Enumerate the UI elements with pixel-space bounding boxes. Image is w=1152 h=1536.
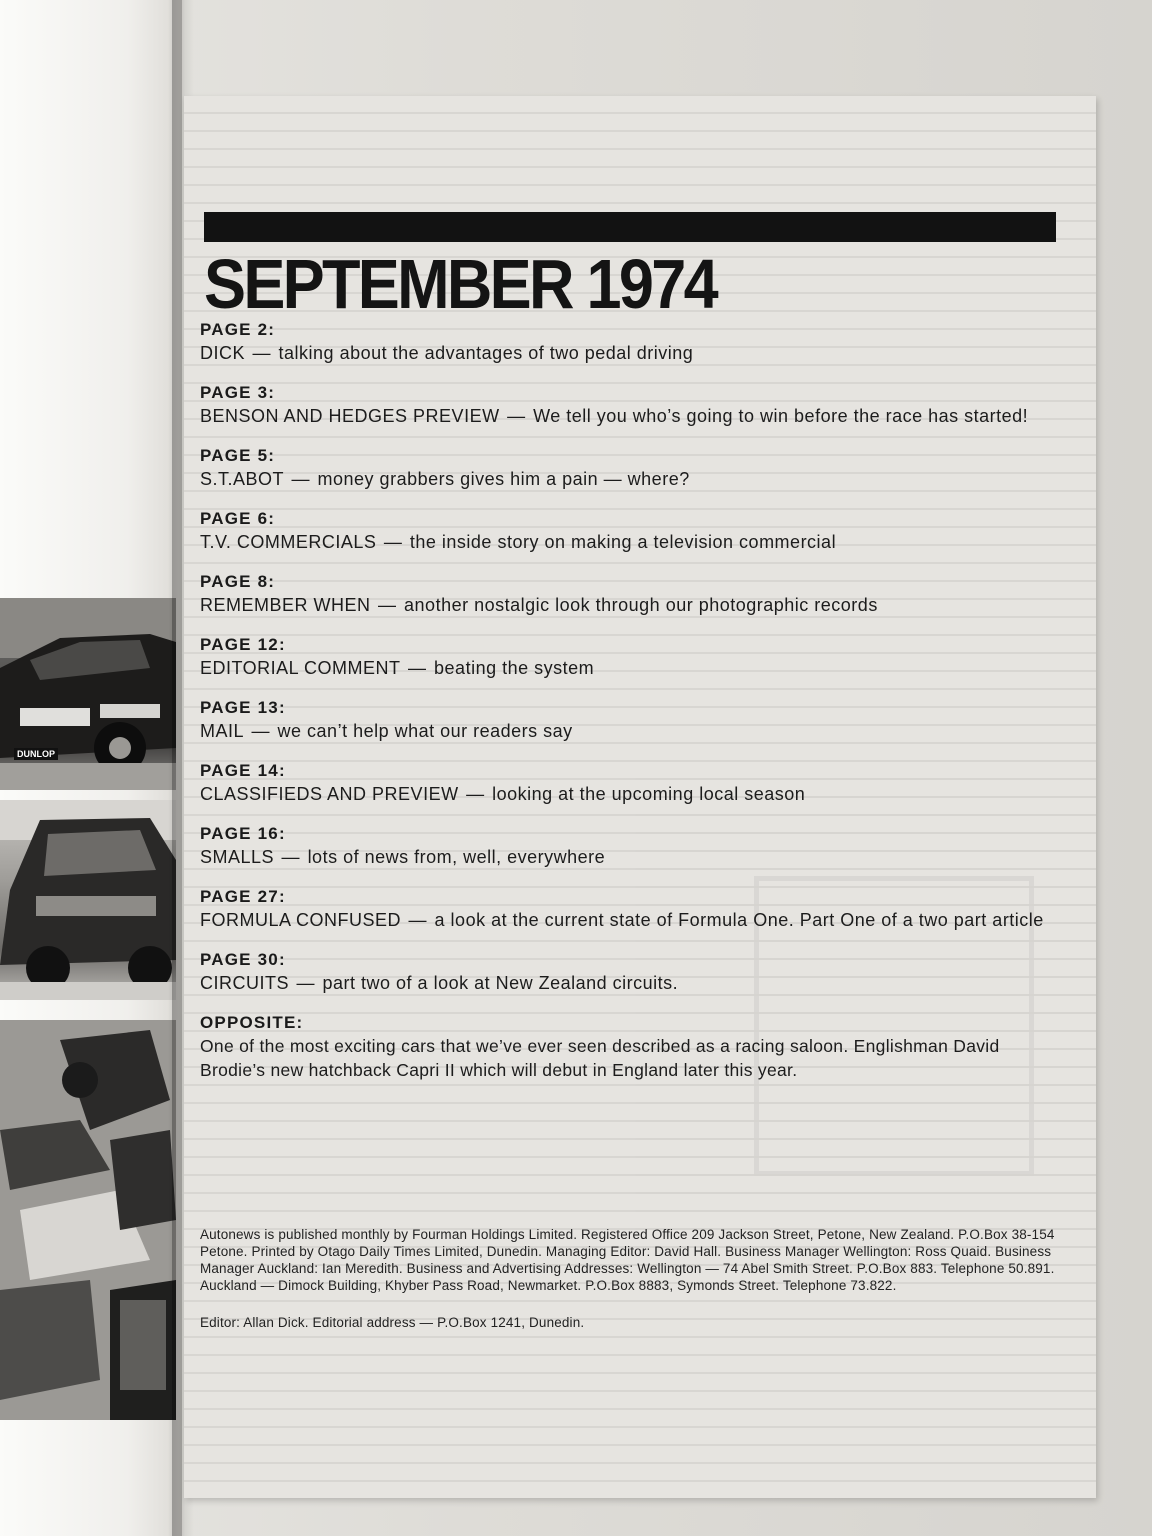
entry-page-number: PAGE 16: xyxy=(200,824,286,843)
imprint-footer xyxy=(200,1226,1064,1331)
contents-entry xyxy=(200,823,1060,869)
contents-page xyxy=(184,96,1096,1498)
entry-summary: we can’t help what our readers say xyxy=(277,721,573,741)
em-dash: — xyxy=(403,910,433,930)
entry-summary: looking at the upcoming local season xyxy=(492,784,806,804)
contents-entry xyxy=(200,634,1060,680)
entry-title: T.V. COMMERCIALS xyxy=(200,532,377,552)
car-parts-photo xyxy=(0,1020,176,1420)
entry-title: EDITORIAL COMMENT xyxy=(200,658,401,678)
entry-title: DICK xyxy=(200,343,246,363)
entry-title: BENSON AND HEDGES PREVIEW xyxy=(200,406,500,426)
entry-description xyxy=(200,467,1060,491)
contents-entry xyxy=(200,382,1060,428)
contents-entry xyxy=(200,319,1060,365)
em-dash: — xyxy=(276,847,306,867)
contents-entry xyxy=(200,949,1060,995)
entry-title: MAIL xyxy=(200,721,245,741)
entry-page-number: PAGE 27: xyxy=(200,887,286,906)
entry-description xyxy=(200,845,1060,869)
entry-title: S.T.ABOT xyxy=(200,469,285,489)
entry-summary: part two of a look at New Zealand circuits. xyxy=(322,973,679,993)
entry-page-number: PAGE 13: xyxy=(200,698,286,717)
entry-title: FORMULA CONFUSED xyxy=(200,910,402,930)
em-dash: — xyxy=(378,532,408,552)
entry-summary: lots of news from, well, everywhere xyxy=(307,847,606,867)
masthead-rule xyxy=(204,212,1056,242)
em-dash: — xyxy=(460,784,491,804)
contents-list xyxy=(200,319,1060,1099)
entry-description xyxy=(200,593,1060,617)
entry-summary: another nostalgic look through our photographic records xyxy=(404,595,878,615)
em-dash: — xyxy=(402,658,433,678)
entry-title: REMEMBER WHEN xyxy=(200,595,371,615)
contents-entry xyxy=(200,886,1060,932)
entry-page-number: PAGE 30: xyxy=(200,950,286,969)
entry-page-number: PAGE 5: xyxy=(200,446,276,465)
entry-description xyxy=(200,971,1060,995)
dunlop-badge: DUNLOP xyxy=(14,748,58,760)
entry-summary: We tell you who’s going to win before the race has started! xyxy=(533,406,1029,426)
entry-page-number: PAGE 12: xyxy=(200,635,286,654)
contents-entry xyxy=(200,697,1060,743)
entry-description xyxy=(200,719,1060,743)
em-dash: — xyxy=(247,343,277,363)
car-photo-capri-rear xyxy=(0,800,176,1000)
opposite-heading: OPPOSITE: xyxy=(200,1013,304,1032)
entry-title: SMALLS xyxy=(200,847,275,867)
left-page xyxy=(0,0,182,1536)
entry-description xyxy=(200,530,1060,554)
contents-entry xyxy=(200,760,1060,806)
editor-line: Editor: Allan Dick. Editorial address — P.O.Box 1241, Dunedin. xyxy=(200,1315,585,1330)
entry-description xyxy=(200,782,1060,806)
opposite-caption: One of the most exciting cars that we’ve ever seen described as a racing saloon. Englishman David Brodie’s new hatchback Capri II which will debut in England later this year. xyxy=(200,1036,1000,1080)
entry-title: CLASSIFIEDS AND PREVIEW xyxy=(200,784,459,804)
em-dash: — xyxy=(372,595,403,615)
publisher-imprint: Autonews is published monthly by Fourman Holdings Limited. Registered Office 209 Jackson Street, Petone, New Zealand. P.O.Box 38-154 Petone. Printed by Otago Daily Times Limited, Dunedin. Managing Editor: David Hall. Business Manager Wellington: Ross Quaid. Business Manager Auckland: Ian Meredith. Business and Advertising Addresses: Wellington — 74 Abel Smith Street. P.O.Box 883. Telephone 50.891. Auckland — Dimock Building, Khyber Pass Road, Newmarket. P.O.Box 8883, Symonds Street. Telephone 73.822. xyxy=(200,1227,1055,1293)
entry-summary: beating the system xyxy=(434,658,595,678)
entry-description xyxy=(200,908,1060,932)
entry-description xyxy=(200,656,1060,680)
contents-entry xyxy=(200,508,1060,554)
entry-summary: the inside story on making a television commercial xyxy=(409,532,837,552)
em-dash: — xyxy=(286,469,316,489)
entry-title: CIRCUITS xyxy=(200,973,289,993)
em-dash: — xyxy=(246,721,276,741)
opposite-entry xyxy=(200,1012,1060,1082)
contents-entry xyxy=(200,571,1060,617)
entry-page-number: PAGE 8: xyxy=(200,572,276,591)
em-dash: — xyxy=(501,406,532,426)
entry-summary: a look at the current state of Formula One. Part One of a two part article xyxy=(434,910,1044,930)
entry-description xyxy=(200,404,1060,428)
car-photo-capri-front xyxy=(0,598,176,790)
entry-description xyxy=(200,341,1060,365)
entry-summary: money grabbers gives him a pain — where? xyxy=(317,469,690,489)
entry-page-number: PAGE 14: xyxy=(200,761,286,780)
entry-page-number: PAGE 6: xyxy=(200,509,276,528)
entry-summary: talking about the advantages of two pedal driving xyxy=(278,343,694,363)
entry-page-number: PAGE 2: xyxy=(200,320,276,339)
issue-title: SEPTEMBER 1974 xyxy=(204,245,716,323)
contents-entry xyxy=(200,445,1060,491)
entry-page-number: PAGE 3: xyxy=(200,383,276,402)
em-dash: — xyxy=(291,973,321,993)
